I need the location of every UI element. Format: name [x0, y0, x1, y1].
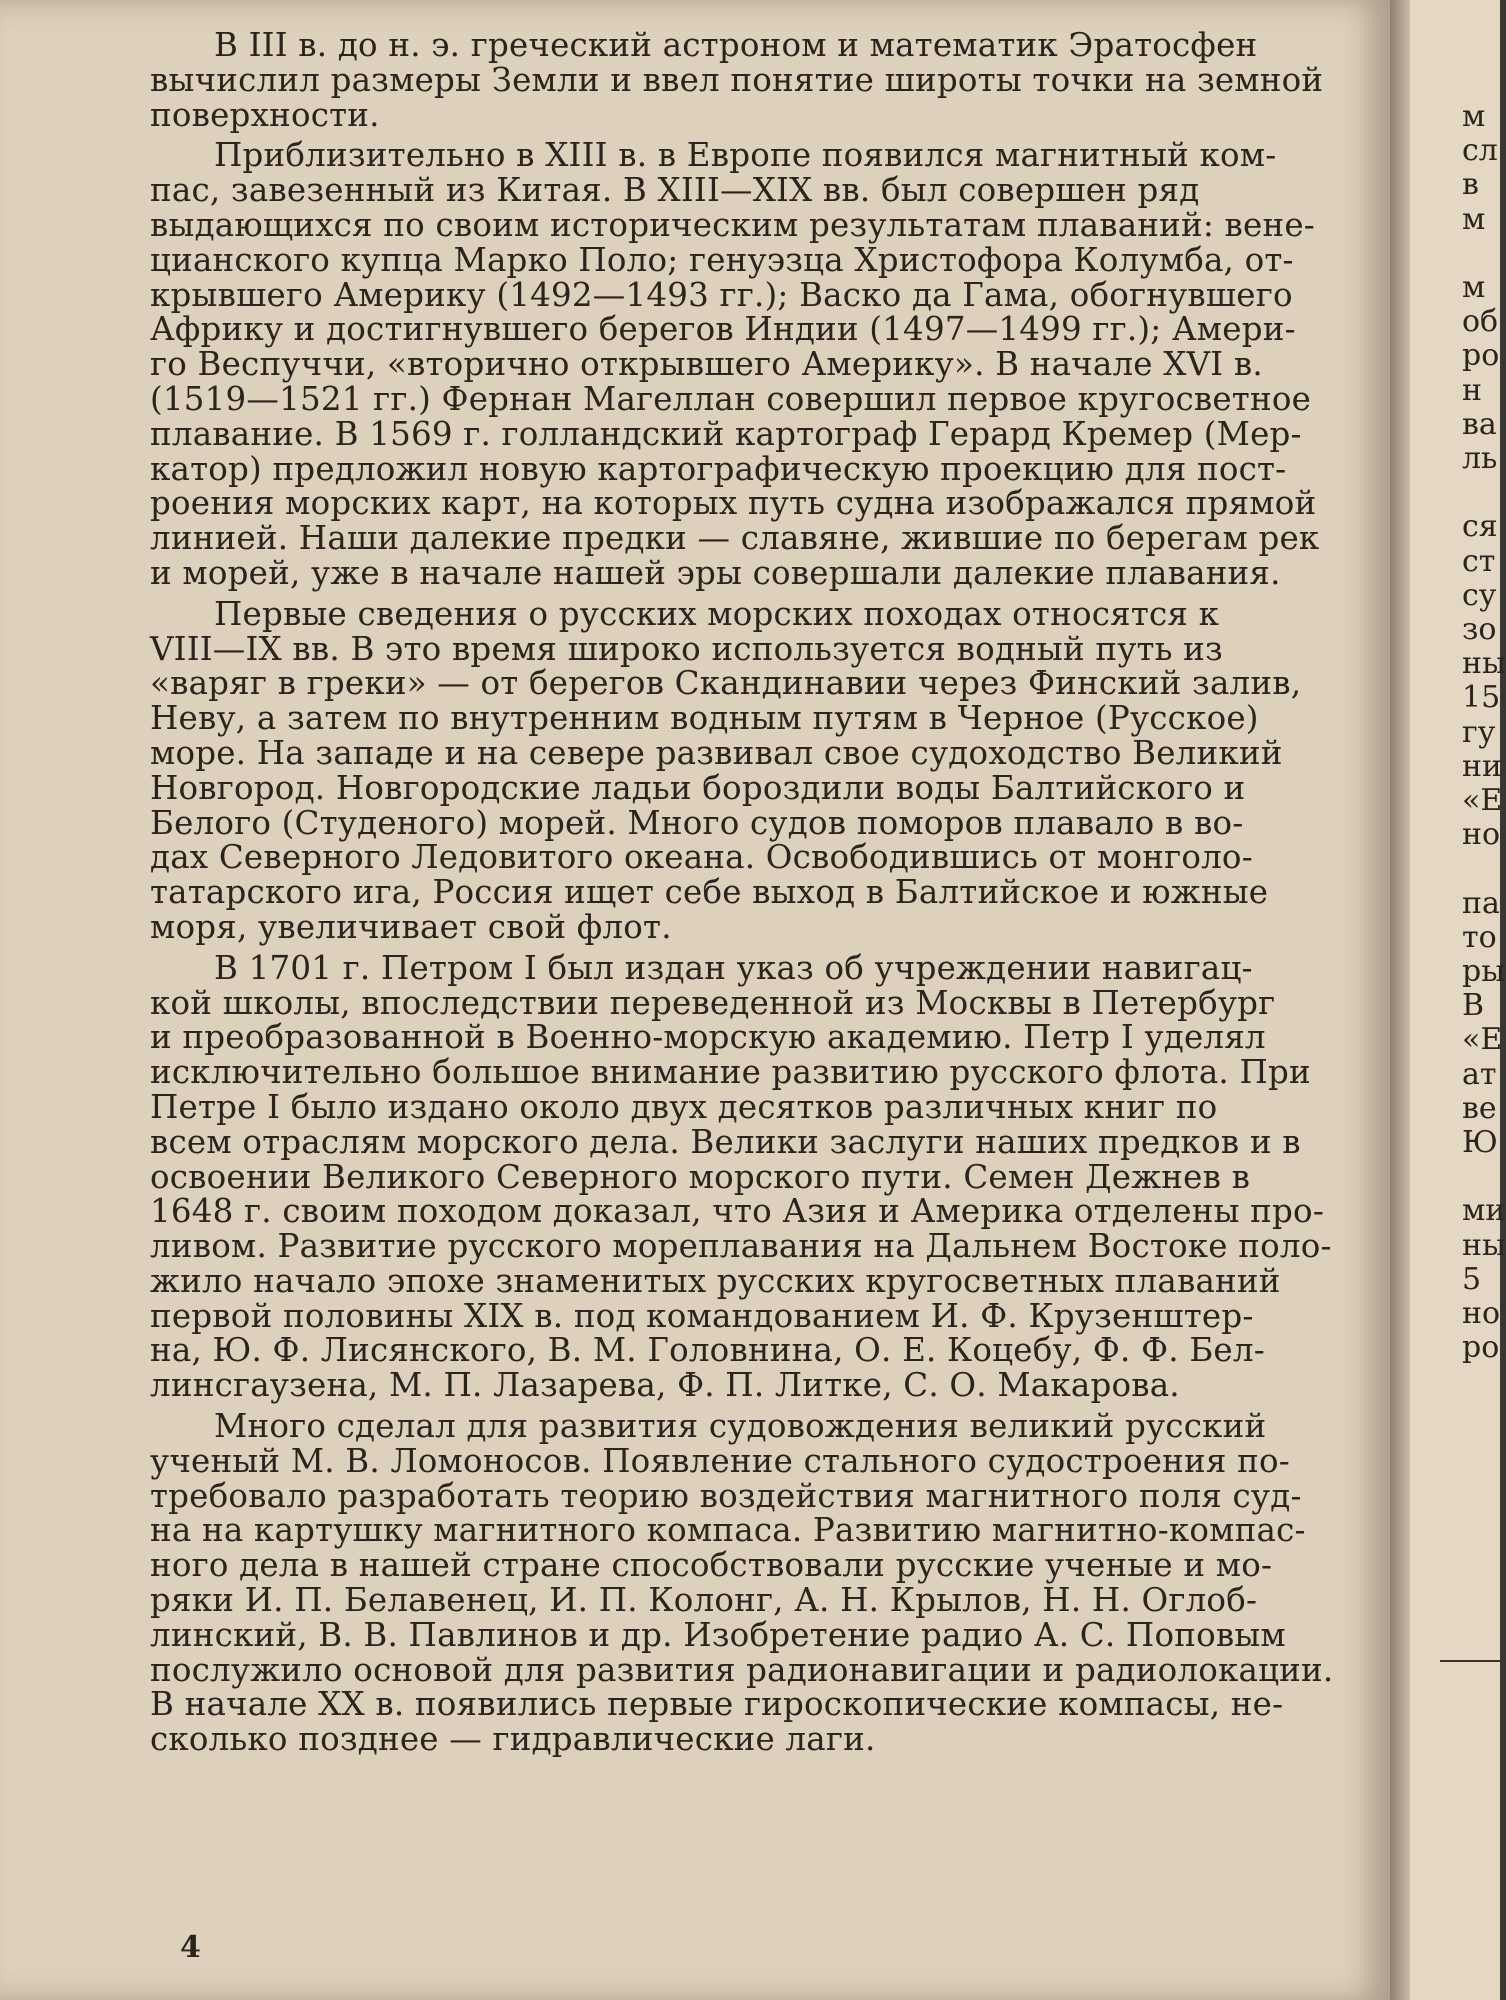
- book-page-right: [1410, 0, 1503, 2000]
- text-line: катор) предложил новую картографическую проекцию для пост-: [150, 449, 1287, 488]
- text-line: линский, В. В. Павлинов и др. Изобретение радио А. С. Поповым: [150, 1615, 1286, 1654]
- right-page-fragment: м: [1462, 99, 1486, 134]
- text-line: исключительно большое внимание развитию русского флота. При: [150, 1053, 1311, 1092]
- right-page-fragment: В: [1462, 988, 1485, 1024]
- text-line: линией. Наши далекие предки — славяне, жившие по берегам рек: [150, 519, 1320, 558]
- text-line: ливом. Развитие русского мореплавания на Дальнем Востоке поло-: [150, 1227, 1332, 1266]
- right-page-fragment: сл: [1462, 133, 1498, 169]
- right-page-fragment: Ю: [1462, 1125, 1498, 1160]
- text-line: требовало разработать теорию воздействия магнитного поля суд-: [150, 1476, 1302, 1515]
- text-line: Африку и достигнувшего берегов Индии (1497—1499 гг.); Амери-: [150, 310, 1296, 349]
- text-line: Много сделал для развития судовождения великий русский: [214, 1407, 1267, 1446]
- right-page-fragment: ни: [1462, 748, 1502, 784]
- text-line: первой половины XIX в. под командованием И. Ф. Крузенштер-: [150, 1296, 1254, 1335]
- paragraph-5: [150, 1409, 1380, 1757]
- text-line: и морей, уже в начале нашей эры совершали далекие плавания.: [150, 553, 1281, 592]
- book-gutter: [1390, 0, 1410, 2000]
- text-line: В III в. до н. э. греческий астроном и математик Эратосфен: [214, 26, 1258, 64]
- paragraph-1: [150, 28, 1380, 132]
- text-line: дах Северного Ледовитого океана. Освободившись от монголо-: [150, 838, 1253, 877]
- right-page-fragment: н: [1462, 372, 1482, 408]
- text-line: цианского купца Марко Поло; генуэзца Христофора Колумба, от-: [150, 240, 1294, 279]
- text-line: моря, увеличивает свой флот.: [150, 907, 672, 946]
- text-line: пас, завезенный из Китая. В XIII—XIX вв. был совершен ряд: [150, 171, 1200, 210]
- right-page-fragment: ль: [1462, 441, 1498, 476]
- text-line: Петре I было издано около двух десятков различных книг по: [150, 1087, 1218, 1126]
- text-line: освоении Великого Северного морского пути. Семен Дежнев в: [150, 1157, 1251, 1196]
- text-line: выдающихся по своим историческим результатам плаваний: вене-: [150, 205, 1315, 244]
- right-page-fragment: ст: [1462, 543, 1496, 579]
- right-page-fragment: в: [1462, 167, 1479, 203]
- text-line: линсгаузена, М. П. Лазарева, Ф. П. Литке, С. О. Макарова.: [150, 1366, 1180, 1405]
- right-page-fragment: ве: [1462, 1090, 1497, 1126]
- text-line: кой школы, впоследствии переведенной из Москвы в Петербург: [150, 983, 1276, 1022]
- text-line: плавание. В 1569 г. голландский картограф Герард Кремер (Мер-: [150, 414, 1302, 453]
- right-page-fragment: ва: [1462, 406, 1497, 442]
- text-line: Приблизительно в XIII в. в Европе появился магнитный ком-: [214, 136, 1277, 175]
- text-line: го Веспуччи, «вторично открывшего Америку». В начале XVI в.: [150, 345, 1263, 384]
- right-page-fragment: «Е: [1462, 783, 1503, 818]
- text-line: ряки И. П. Белавенец, И. П. Колонг, А. Н. Крылов, Н. Н. Оглоб-: [150, 1581, 1258, 1620]
- text-line: и преобразованной в Военно-морскую академию. Петр I уделял: [150, 1018, 1266, 1057]
- text-line: поверхности.: [150, 95, 380, 134]
- text-line: море. На западе и на севере развивал свое судоходство Великий: [150, 733, 1283, 772]
- text-line: сколько позднее — гидравлические лаги.: [150, 1720, 876, 1759]
- right-page-fragment: ро: [1462, 1330, 1500, 1366]
- text-line: роения морских карт, на которых путь судна изображался прямой: [150, 484, 1317, 523]
- paragraph-2: [150, 138, 1380, 590]
- right-page-fragment: ны: [1462, 1227, 1506, 1263]
- right-page-fragment: гу: [1462, 714, 1496, 750]
- right-page-fragment: м: [1462, 270, 1486, 305]
- text-line: всем отраслям морского дела. Велики заслуги наших предков и в: [150, 1122, 1301, 1161]
- right-page-fragment: зо: [1462, 612, 1497, 647]
- paragraph-4: [150, 948, 1380, 1405]
- text-line: В начале XX в. появились первые гироскопические компасы, не-: [150, 1685, 1284, 1724]
- text-line: В 1701 г. Петром I был издан указ об учреждении навигац-: [214, 948, 1253, 987]
- right-page-fragment: 15: [1462, 680, 1501, 716]
- text-line: Новгород. Новгородские ладьи бороздили воды Балтийского и: [150, 768, 1246, 807]
- right-page-fragment: су: [1462, 577, 1497, 613]
- right-page-fragment: но: [1462, 1296, 1501, 1331]
- right-page-fragment: ро: [1462, 338, 1500, 374]
- paragraph-3: [150, 594, 1380, 946]
- text-line: жило начало эпохе знаменитых русских кругосветных плаваний: [150, 1261, 1281, 1300]
- page-number: 4: [180, 1930, 201, 1965]
- text-line: ного дела в нашей стране способствовали русские ученые и мо-: [150, 1546, 1273, 1585]
- text-line: VIII—IX вв. В это время широко используется водный путь из: [150, 629, 1223, 668]
- text-line: татарского ига, Россия ищет себе выход в Балтийское и южные: [150, 873, 1269, 912]
- right-page-fragment: м: [1462, 201, 1486, 237]
- body-text: [150, 28, 1380, 1763]
- right-page-fragment: 5: [1462, 1261, 1482, 1297]
- text-line: на, Ю. Ф. Лисянского, В. М. Головнина, О. Е. Коцебу, Ф. Ф. Бел-: [150, 1331, 1265, 1370]
- text-line: «варяг в греки» — от берегов Скандинавии через Финский залив,: [150, 664, 1302, 703]
- text-line: послужило основой для развития радионавигации и радиолокации.: [150, 1650, 1334, 1689]
- right-page-fragment: ны: [1462, 646, 1506, 682]
- text-line: на на картушку магнитного компаса. Развитию магнитно-компас-: [150, 1511, 1306, 1550]
- text-line: Белого (Студеного) морей. Много судов поморов плавало в во-: [150, 803, 1244, 842]
- right-page-fragment: ми: [1462, 1193, 1506, 1229]
- right-page-fragment: об: [1462, 304, 1499, 340]
- right-page-fragment: но: [1462, 817, 1501, 853]
- text-line: (1519—1521 гг.) Фернан Магеллан совершил первое кругосветное: [150, 379, 1312, 418]
- text-line: Неву, а затем по внутренним водным путям в Черное (Русское): [150, 699, 1259, 738]
- text-line: вычислил размеры Земли и ввел понятие широты точки на земной: [150, 60, 1324, 99]
- text-line: ученый М. В. Ломоносов. Появление стального судостроения по-: [150, 1441, 1290, 1480]
- text-line: крывшего Америку (1492—1493 гг.); Васко да Гама, обогнувшего: [150, 275, 1293, 314]
- text-line: Первые сведения о русских морских походах относятся к: [214, 594, 1220, 633]
- right-page-fragment: ся: [1462, 509, 1498, 545]
- right-page-fragment: то: [1462, 919, 1497, 955]
- footnote-rule: [1440, 1660, 1500, 1662]
- right-page-fragment: ры: [1462, 954, 1506, 989]
- text-line: 1648 г. своим походом доказал, что Азия и Америка отделены про-: [150, 1192, 1324, 1231]
- right-page-fragment: «Е: [1462, 1022, 1503, 1058]
- right-page-fragment: па: [1462, 885, 1500, 921]
- right-page-fragment: ат: [1462, 1056, 1497, 1092]
